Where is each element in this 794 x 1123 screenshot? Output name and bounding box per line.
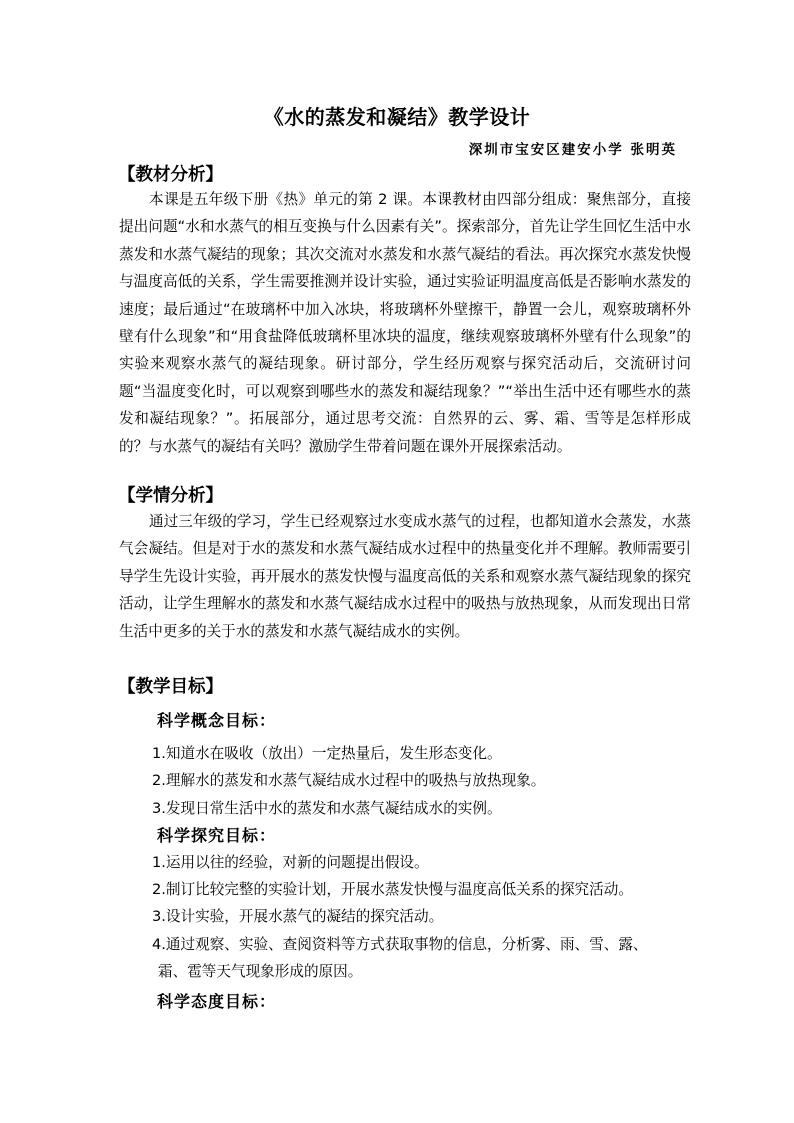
section-heading-student-analysis: 【学情分析】 [118, 486, 223, 506]
document-title: 《水的蒸发和凝结》教学设计 [263, 105, 531, 129]
inquiry-goal-item-2: 2.制订比较完整的实验计划，开展水蒸发快慢与温度高低关系的探究活动。 [152, 881, 633, 898]
subheading-attitude-goals: 科学态度目标： [157, 992, 277, 1011]
subheading-concept-goals: 科学概念目标： [157, 711, 277, 730]
inquiry-goal-item-3: 3.设计实验，开展水蒸气的凝结的探究活动。 [152, 908, 444, 925]
inquiry-goal-item-4-line-2: 霜、雹等天气现象形成的原因。 [158, 963, 363, 980]
inquiry-goal-item-1: 1.运用以往的经验，对新的问题提出假设。 [152, 854, 429, 871]
concept-goal-item-2: 2.理解水的蒸发和水蒸气凝结成水过程中的吸热与放热现象。 [152, 772, 546, 789]
textbook-analysis-paragraph: 本课是五年级下册《热》单元的第 2 课。本课教材由四部分组成：聚焦部分，直接提出问题“水和水蒸气的相互变换与什么因素有关”。探索部分，首先让学生回忆生活中水蒸发和水蒸气凝结的现象；其次交流对水蒸发和水蒸气凝结的看法。再次探究水蒸发快慢与温度高低的关系，学生需要推测并设计实验，通过实验证明温度高低是否影响水蒸发的速度；最后通过“在玻璃杯中加入冰块，将玻璃杯外壁擦干，静置一会儿，观察玻璃杯外壁有什么现象”和“用食盐降低玻璃杯里冰块的温度，继续观察玻璃杯外壁有什么现象”的实验来观察水蒸气的凝结现象。研讨部分，学生经历观察与探究活动后，交流研讨问题“当温度变化时，可以观察到哪些水的蒸发和凝结现象？”“举出生活中还有哪些水的蒸发和凝结现象？”。拓展部分，通过思考交流：自然界的云、雾、霜、雪等是怎样形成的？与水蒸气的凝结有关吗？激励学生带着问题在课外开展探索活动。 [119, 191, 691, 455]
inquiry-goal-item-4-line-1: 4.通过观察、实验、查阅资料等方式获取事物的信息，分析雾、雨、雪、露、 [152, 936, 648, 953]
section-heading-textbook-analysis: 【教材分析】 [118, 165, 223, 185]
student-analysis-paragraph: 通过三年级的学习，学生已经观察过水变成水蒸气的过程，也都知道水会蒸发，水蒸气会凝结。但是对于水的蒸发和水蒸气凝结成水过程中的热量变化并不理解。教师需要引导学生先设计实验，再开展水的蒸发快慢与温度高低的关系和观察水蒸气凝结现象的探究活动，让学生理解水的蒸发和水蒸气凝结成水过程中的吸热与放热现象，从而发现出日常生活中更多的关于水的蒸发和水蒸气凝结成水的实例。 [119, 513, 691, 640]
author-line: 深圳市宝安区建安小学 张明英 [468, 142, 677, 158]
section-heading-teaching-goals: 【教学目标】 [118, 677, 223, 697]
subheading-inquiry-goals: 科学探究目标： [157, 826, 277, 845]
concept-goal-item-3: 3.发现日常生活中水的蒸发和水蒸气凝结成水的实例。 [152, 800, 502, 817]
concept-goal-item-1: 1.知道水在吸收（放出）一定热量后，发生形态变化。 [152, 745, 502, 762]
